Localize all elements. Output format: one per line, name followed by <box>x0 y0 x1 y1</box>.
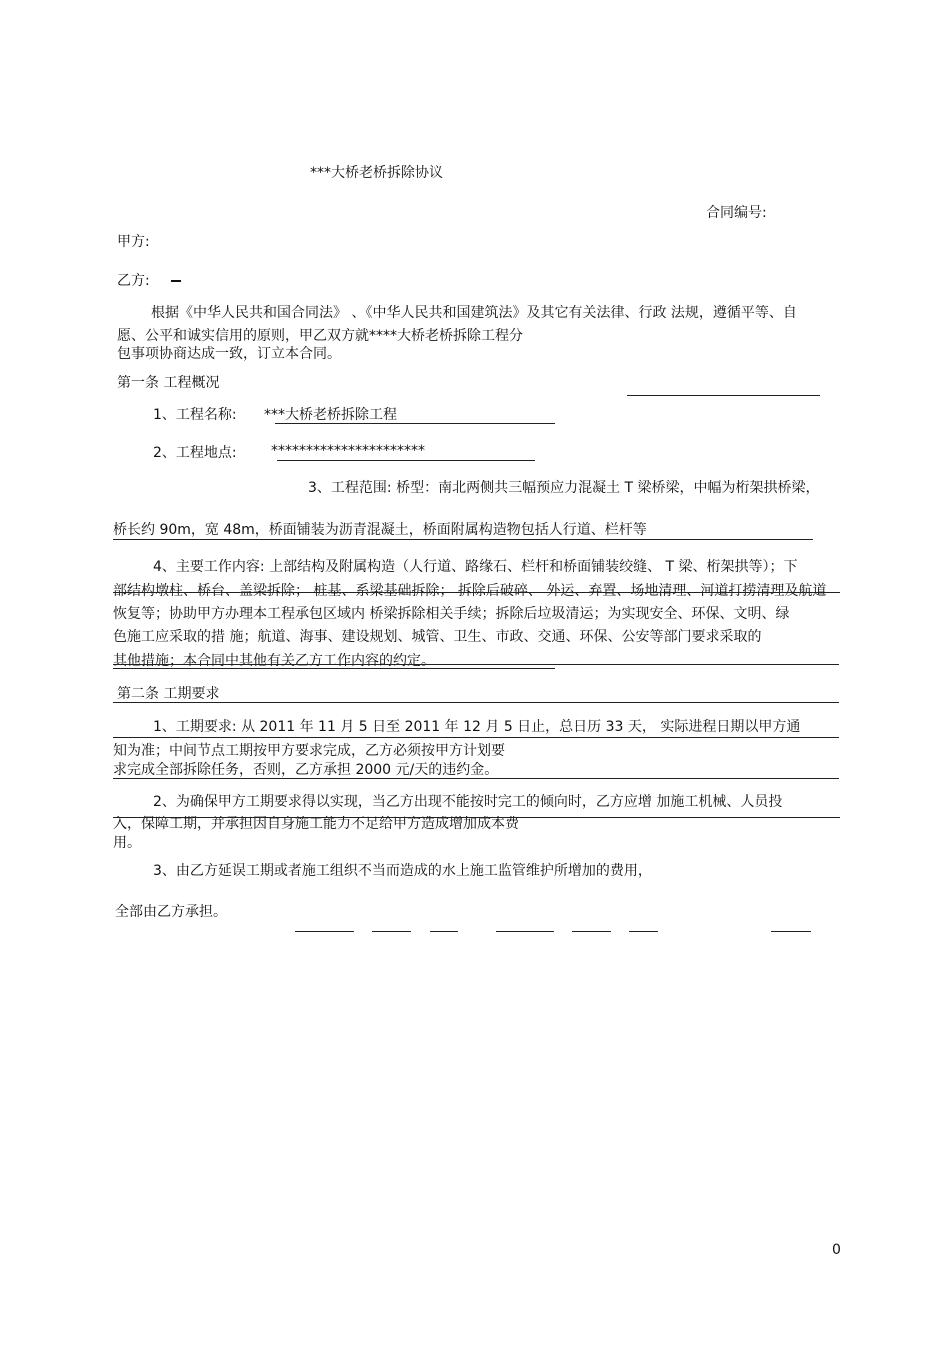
project-name-underline <box>275 423 555 424</box>
article-2-underline <box>113 702 839 703</box>
work-content-underline <box>113 664 839 665</box>
preamble-line-1: 根据《中华人民共和国合同法》 、《中华人民共和国建筑法》及其它有关法律、行政 法规，遵循平等、自 <box>151 305 797 321</box>
scope-line-2: 桥长约 90m，宽 48m，桥面铺装为沥青混凝土，桥面附属构造物包括人行道、栏杆等 <box>113 522 647 538</box>
party-a-label: 甲方: <box>117 234 150 250</box>
schedule-line-1: 1、工期要求: 从 2011 年 11 月 5 日至 2011 年 12 月 5 日止，总日历 33 天， 实际进程日期以甲方通 <box>153 719 801 735</box>
schedule-underline <box>113 737 839 738</box>
scope-line-1: 3、工程范围: 桥型：南北两侧共三幅预应力混凝土 T 梁桥梁，中幅为桁架拱桥梁， <box>308 480 820 496</box>
guarantee-line-3: 用。 <box>113 835 141 851</box>
work-content-line-5: 其他措施；本合同中其他有关乙方工作内容的约定。 <box>113 653 435 669</box>
project-name-label: 1、工程名称: <box>153 407 237 423</box>
guarantee-strike <box>113 817 840 818</box>
preamble-line-3: 包事项协商达成一致，订立本合同。 <box>117 346 341 362</box>
underline <box>627 395 820 396</box>
signature-blank <box>430 931 458 932</box>
project-location-label: 2、工程地点: <box>153 445 237 461</box>
project-location-value: ********************** <box>271 443 425 459</box>
party-b-label: 乙方: <box>117 273 150 289</box>
scope-underline <box>113 539 813 540</box>
signature-blank <box>372 931 411 932</box>
work-content-underline-2 <box>113 668 555 669</box>
work-content-line-1: 4、主要工作内容: 上部结构及附属构造（人行道、路缘石、栏杆和桥面铺装绞缝、 T 梁、桁架拱等）；下 <box>153 559 798 575</box>
document-title: ***大桥老桥拆除协议 <box>310 165 443 181</box>
page-number: 0 <box>832 1242 841 1258</box>
signature-blank <box>629 931 658 932</box>
signature-blank <box>771 931 811 932</box>
work-content-strike <box>113 592 840 593</box>
signature-blank <box>572 931 611 932</box>
project-name-value: ***大桥老桥拆除工程 <box>264 407 397 423</box>
article-2-heading: 第二条 工期要求 <box>117 686 220 702</box>
signature-blank <box>295 931 354 932</box>
contract-number-label: 合同编号: <box>706 205 767 221</box>
article-1-heading: 第一条 工程概况 <box>117 375 220 391</box>
schedule-underline-2 <box>113 778 839 779</box>
work-content-line-3: 恢复等；协助甲方办理本工程承包区域内 桥梁拆除相关手续；拆除后垃圾清运；为实现安全、环保、文明、绿 <box>113 606 790 622</box>
work-content-line-2: 部结构墩柱、桥台、盖梁拆除； 桩基、系梁基础拆除； 拆除后破碎、 外运、弃置、场地清理、河道打捞清理及航道 <box>113 583 827 599</box>
preamble-line-2: 愿、公平和诚实信用的原则，甲乙双方就****大桥老桥拆除工程分 <box>117 328 523 344</box>
guarantee-line-1: 2、为确保甲方工期要求得以实现，当乙方出现不能按时完工的倾向时，乙方应增 加施工机械、人员投 <box>153 794 783 810</box>
schedule-line-2: 知为准；中间节点工期按甲方要求完成，乙方必须按甲方计划要 <box>113 743 505 759</box>
signature-blank <box>496 931 554 932</box>
schedule-line-3: 求完成全部拆除任务，否则，乙方承担 2000 元/天的违约金。 <box>113 762 499 778</box>
party-b-dash <box>171 280 181 282</box>
work-content-line-4: 色施工应采取的措 施；航道、海事、建设规划、城管、卫生、市政、交通、环保、公安等部门要求采取的 <box>113 629 762 645</box>
project-location-underline <box>277 460 535 461</box>
guarantee-line-2: 入，保障工期，并承担因自身施工能力不足给甲方造成增加成本费 <box>113 816 519 832</box>
delay-cost-line-1: 3、由乙方延误工期或者施工组织不当而造成的水上施工监管维护所增加的费用， <box>153 863 652 879</box>
delay-cost-line-2: 全部由乙方承担。 <box>115 904 227 920</box>
